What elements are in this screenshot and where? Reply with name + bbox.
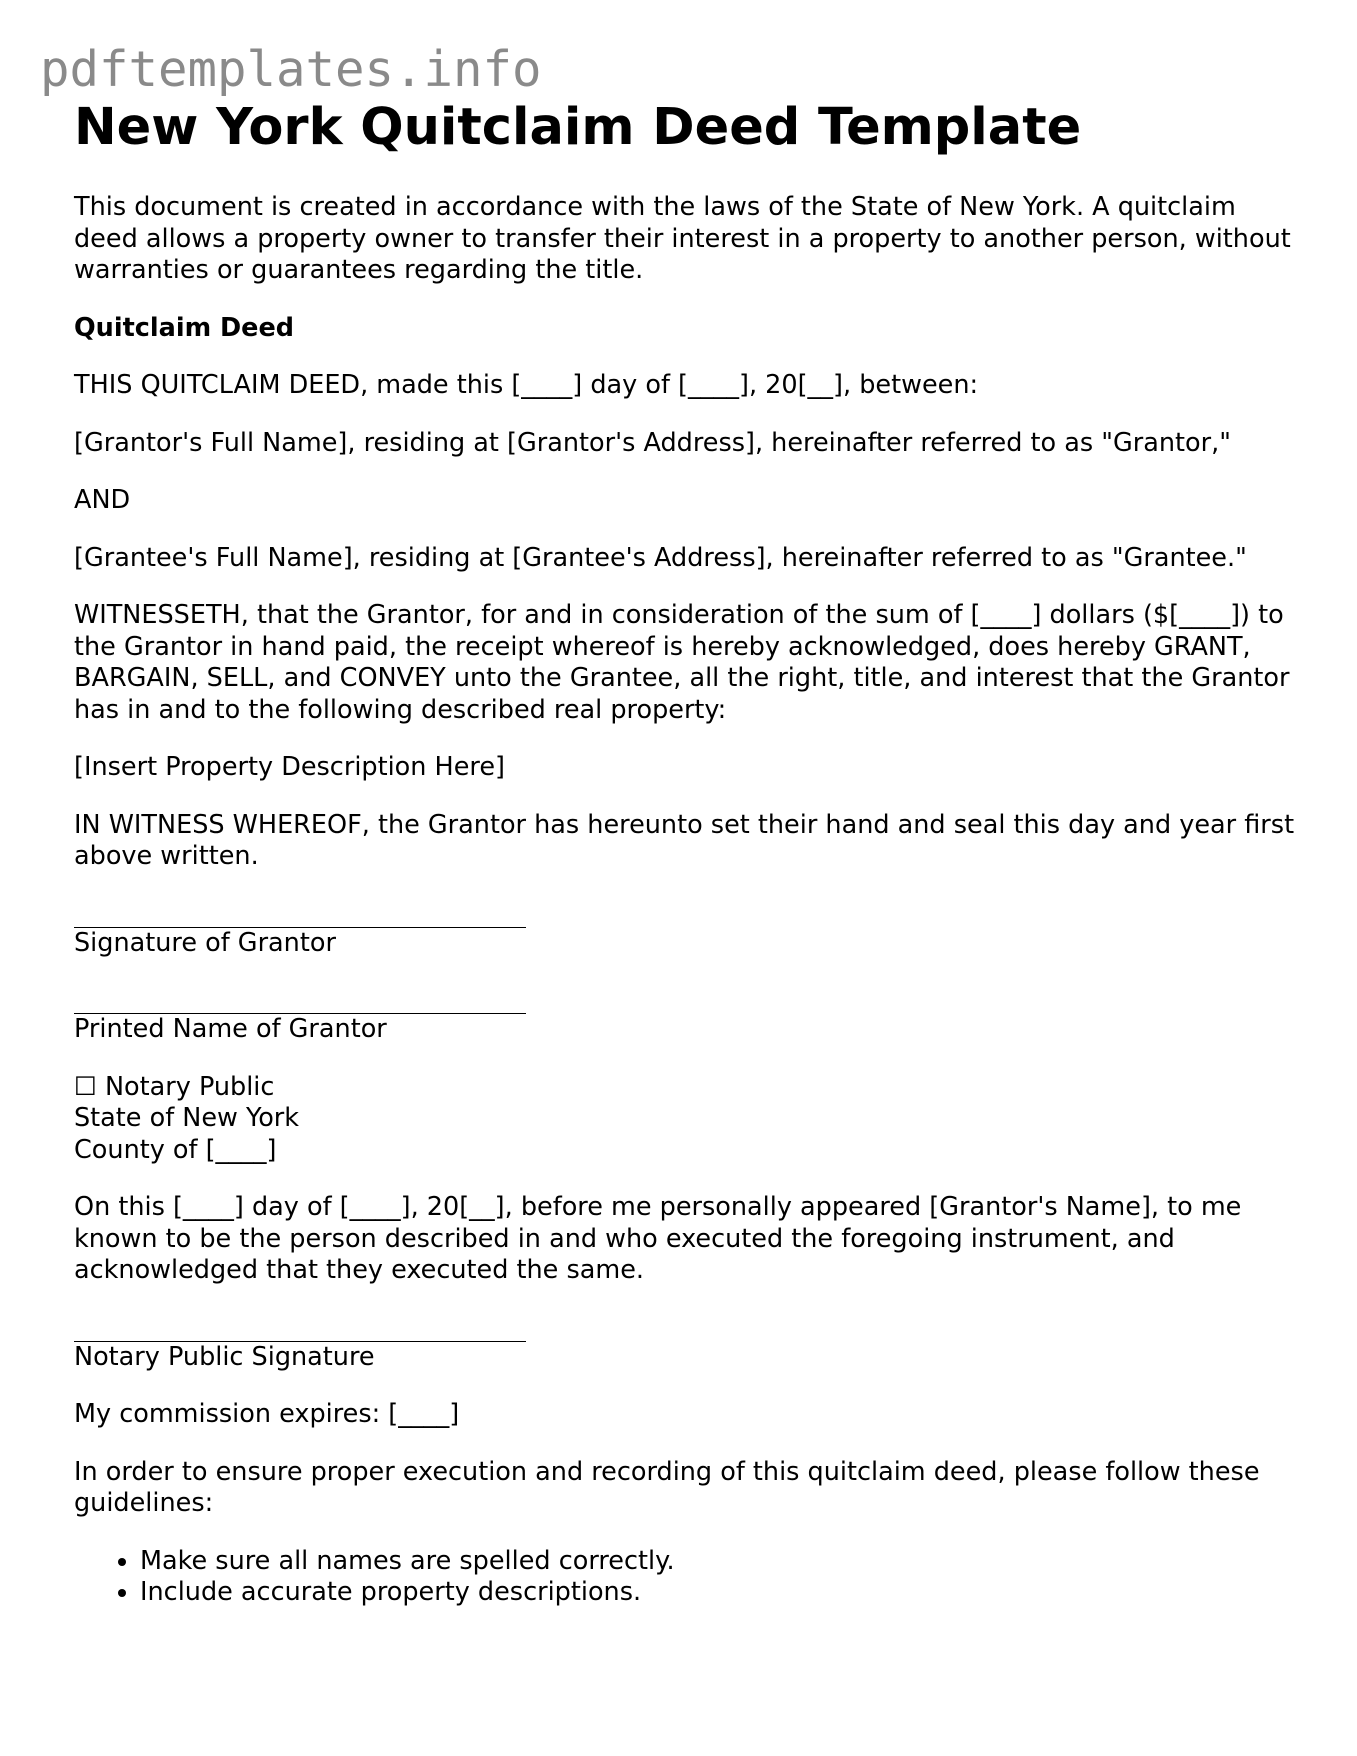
grantor-signature-line — [74, 913, 526, 928]
site-watermark: pdftemplates.info — [40, 41, 542, 98]
and-separator: AND — [74, 485, 131, 515]
notary-signature-label: Notary Public Signature — [74, 1341, 375, 1372]
guideline-item: • Include accurate property descriptions. — [140, 1577, 1304, 1609]
guidelines-intro: In order to ensure proper execution and recording of this quitclaim deed, please follow these guidelines: — [74, 1456, 1260, 1518]
printed-name-label: Printed Name of Grantor — [74, 1014, 387, 1044]
grantee-clause: [Grantee's Full Name], residing at [Grantee's Address], hereinafter referred to as "Grantee." — [74, 542, 1247, 573]
grantor-signature-label: Signature of Grantor — [74, 927, 336, 958]
opening-clause: THIS QUITCLAIM DEED, made this [____] day of [____], 20[__], between: — [74, 370, 979, 400]
guidelines-list — [74, 1546, 1304, 1609]
guideline-item: • Make sure all names are spelled correctly. — [140, 1546, 1304, 1578]
notary-block — [74, 1072, 1304, 1167]
notary-state-line: State of New York — [74, 1103, 300, 1133]
intro-paragraph: This document is created in accordance with the laws of the State of New York. A quitclaim deed allows a property owner to transfer their interest in a property to another person, without warranties or guarantees regarding the title. — [74, 192, 1291, 285]
notary-public-checkbox-line: ☐ Notary Public — [74, 1071, 275, 1102]
notary-county-line: County of [____] — [74, 1134, 277, 1165]
grantor-clause: [Grantor's Full Name], residing at [Grantor's Address], hereinafter referred to as "Grantor," — [74, 427, 1231, 458]
in-witness-clause: IN WITNESS WHEREOF, the Grantor has hereunto set their hand and seal this day and year first above written. — [74, 809, 1295, 871]
commission-expiry: My commission expires: [____] — [74, 1399, 460, 1429]
notary-signature-line — [74, 1327, 526, 1342]
section-heading: Quitclaim Deed — [74, 312, 295, 343]
printed-name-line — [74, 999, 526, 1014]
property-description: [Insert Property Description Here] — [74, 752, 505, 782]
document-title: New York Quitclaim Deed Template — [74, 98, 1082, 157]
acknowledgment-paragraph: On this [____] day of [____], 20[__], before me personally appeared [Grantor's Name], to me known to be the person described in and who executed the foregoing instrument, and acknowledged that they executed the same. — [74, 1192, 1242, 1285]
witnesseth-clause: WITNESSETH, that the Grantor, for and in consideration of the sum of [____] dollars ($[____]) to the Grantor in hand paid, the receipt whereof is hereby acknowledged, does hereby GRANT, BARGAIN, SELL, and CONVEY unto the Grantee, all the right, title, and interest that the Grantor has in and to the following described real property: — [74, 600, 1290, 725]
document-page — [74, 92, 1304, 1609]
